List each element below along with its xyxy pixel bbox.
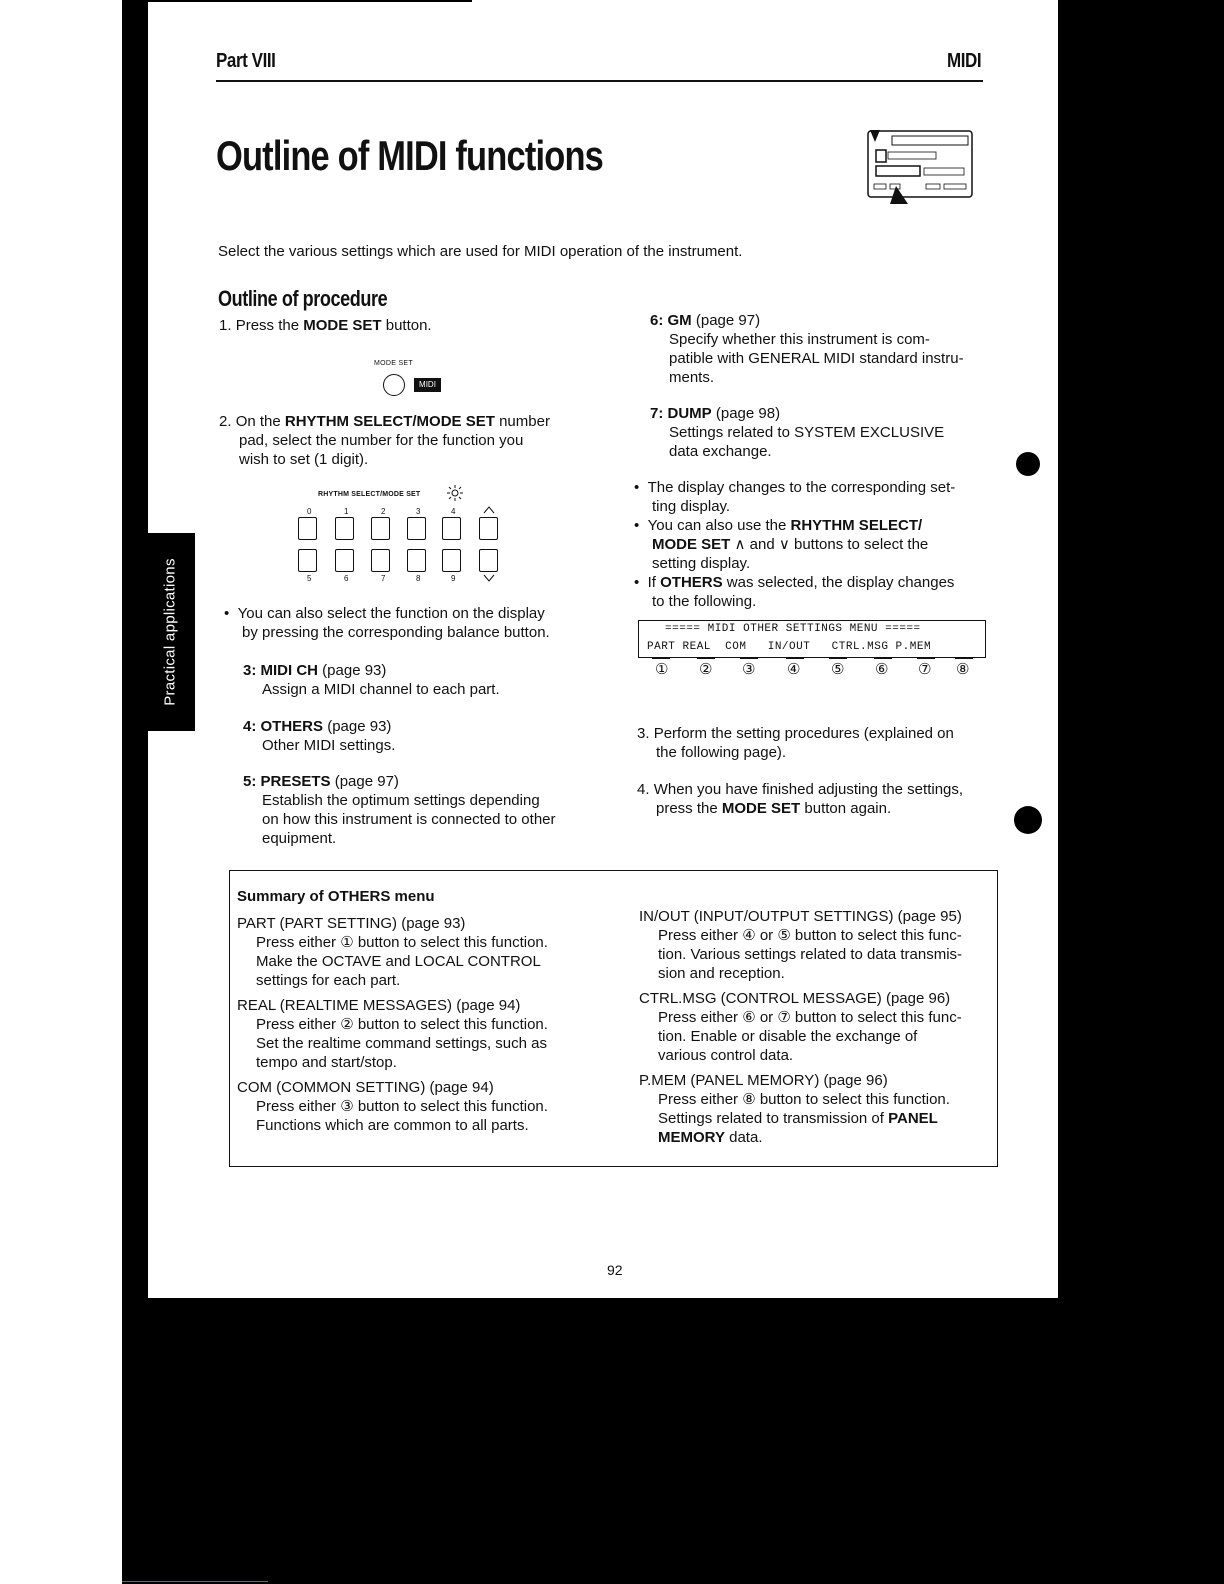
pad-num-6: 6	[344, 574, 349, 583]
step-4-line1: When you have finished adjusting the settings,	[653, 781, 964, 798]
item-4	[243, 717, 395, 755]
binder-hole	[1014, 806, 1042, 834]
balance-button-8[interactable]: ⑧	[956, 661, 970, 678]
item-3-name: MIDI CH	[260, 662, 319, 679]
intro-text: Select the various settings which are used for MIDI operation of the instrument.	[218, 243, 743, 260]
scan-edge-top	[122, 0, 472, 2]
step-4	[637, 780, 963, 818]
item-7-desc-2: data exchange.	[669, 443, 772, 460]
item-5-desc-1: Establish the optimum settings depending	[262, 792, 540, 809]
bullet-balance-line2: by pressing the corresponding balance button.	[242, 624, 550, 641]
step-1-post: button.	[381, 317, 432, 334]
pad-key-5[interactable]	[298, 549, 317, 572]
scan-border-bottom	[122, 1298, 1224, 1584]
bullet-3-post: was selected, the display changes	[722, 574, 955, 591]
item-5-desc-3: equipment.	[262, 830, 337, 847]
pad-up-arrow-icon	[482, 505, 496, 515]
side-tab	[145, 533, 195, 731]
step-4-post: button again.	[800, 800, 892, 817]
rhythm-select-pad-label: RHYTHM SELECT/MODE SET	[318, 491, 421, 498]
bullet-2-post: ∧ and ∨ buttons to select the	[730, 536, 929, 553]
pad-key-6[interactable]	[335, 549, 354, 572]
balance-button-7[interactable]: ⑦	[918, 661, 932, 678]
item-5-num: 5:	[243, 773, 257, 790]
step-4-pre: press the	[656, 800, 722, 817]
pad-key-7[interactable]	[371, 549, 390, 572]
summary-com-line: Functions which are common to all parts.	[256, 1117, 529, 1134]
item-6-num: 6:	[650, 312, 664, 329]
summary-part-line: settings for each part.	[256, 972, 401, 989]
pad-num-2: 2	[381, 507, 386, 516]
scan-border-right	[1058, 0, 1224, 1310]
pad-num-1: 1	[344, 507, 349, 516]
step-2-line3: wish to set (1 digit).	[239, 451, 369, 468]
balance-button-1[interactable]: ①	[655, 661, 669, 678]
step-2-line1-post: number	[494, 413, 550, 430]
step-3-num: 3.	[637, 725, 650, 742]
pad-down-arrow-icon	[482, 573, 496, 583]
side-tab-label: Practical applications	[161, 558, 179, 706]
pad-key-8[interactable]	[407, 549, 426, 572]
bullet-balance	[224, 604, 550, 642]
bullet-3-pre: If	[647, 574, 661, 591]
summary-ctrlmsg-line: tion. Enable or disable the exchange of	[658, 1028, 918, 1045]
item-3-num: 3:	[243, 662, 257, 679]
item-3-desc: Assign a MIDI channel to each part.	[262, 681, 500, 698]
step-2-bold: RHYTHM SELECT/MODE SET	[284, 413, 495, 430]
header-part: Part VIII	[216, 50, 276, 72]
summary-inout-line: sion and reception.	[658, 965, 785, 982]
pad-num-4: 4	[451, 507, 456, 516]
item-4-num: 4:	[243, 718, 257, 735]
lcd-tick	[652, 657, 670, 659]
mode-set-label: MODE SET	[374, 360, 413, 367]
bullet-1-line1: The display changes to the corresponding set-	[647, 479, 956, 496]
pad-key-up[interactable]	[479, 517, 498, 540]
bullet-2-pre: You can also use the	[647, 517, 791, 534]
pad-num-9: 9	[451, 574, 456, 583]
binder-hole	[1016, 452, 1040, 476]
item-7-num: 7:	[650, 405, 664, 422]
scan-margin-left	[0, 0, 122, 1584]
pad-num-7: 7	[381, 574, 386, 583]
item-6-desc-1: Specify whether this instrument is com-	[669, 331, 930, 348]
item-4-page: (page 93)	[323, 718, 392, 735]
item-7-page: (page 98)	[711, 405, 781, 422]
summary-pmem-head: P.MEM (PANEL MEMORY) (page 96)	[639, 1072, 888, 1089]
pad-num-3: 3	[416, 507, 421, 516]
lcd-row-1: ===== MIDI OTHER SETTINGS MENU =====	[665, 623, 921, 635]
pad-key-down[interactable]	[479, 549, 498, 572]
summary-real-line: Set the realtime command settings, such as	[256, 1035, 547, 1052]
pad-key-0[interactable]	[298, 517, 317, 540]
bullet-1-line2: ting display.	[652, 498, 731, 515]
summary-real-head: REAL (REALTIME MESSAGES) (page 94)	[237, 997, 521, 1014]
summary-ctrlmsg-line: Press either ⑥ or ⑦ button to select this func-	[658, 1009, 962, 1026]
pad-key-9[interactable]	[442, 549, 461, 572]
summary-inout-line: Press either ④ or ⑤ button to select this func-	[658, 927, 962, 944]
summary-com-head: COM (COMMON SETTING) (page 94)	[237, 1079, 494, 1096]
summary-real-line: Press either ② button to select this function.	[256, 1016, 548, 1033]
item-7-desc-1: Settings related to SYSTEM EXCLUSIVE	[669, 424, 945, 441]
item-6-page: (page 97)	[691, 312, 761, 329]
summary-inout-line: tion. Various settings related to data transmis-	[658, 946, 963, 963]
lcd-row-2: PART REAL COM IN/OUT CTRL.MSG P.MEM	[647, 641, 932, 653]
item-5-page: (page 97)	[330, 773, 399, 790]
lcd-display	[638, 620, 986, 658]
lcd-tick	[786, 657, 804, 659]
lcd-tick	[874, 657, 892, 659]
balance-button-3[interactable]: ③	[742, 661, 756, 678]
summary-ctrlmsg-line: various control data.	[658, 1047, 794, 1064]
scan-link-line	[122, 1581, 268, 1582]
step-4-bold: MODE SET	[721, 800, 801, 817]
summary-part-line: Make the OCTAVE and LOCAL CONTROL	[256, 953, 541, 970]
balance-button-4[interactable]: ④	[787, 661, 801, 678]
step-1-num: 1.	[219, 317, 232, 334]
item-4-name: OTHERS	[260, 718, 324, 735]
indicator-sparkle-icon	[446, 484, 464, 502]
pad-key-1[interactable]	[335, 517, 354, 540]
summary-pmem-post: data.	[724, 1129, 763, 1146]
summary-pmem-bold: PANEL	[888, 1110, 938, 1127]
pad-key-2[interactable]	[371, 517, 390, 540]
step-1	[219, 316, 432, 335]
step-2	[219, 412, 579, 469]
control-panel-icon	[866, 128, 974, 206]
summary-title: Summary of OTHERS menu	[237, 888, 435, 905]
lcd-tick	[917, 657, 935, 659]
summary-part-line: Press either ① button to select this function.	[256, 934, 548, 951]
step-1-bold: MODE SET	[303, 317, 382, 334]
page-number: 92	[607, 1262, 623, 1278]
bullet-2-bold2: MODE SET	[652, 536, 731, 553]
bullet-3-line2: to the following.	[652, 593, 757, 610]
summary-part-head: PART (PART SETTING) (page 93)	[237, 915, 466, 932]
step-2-pre: On the	[235, 413, 285, 430]
step-3	[637, 724, 954, 762]
header-section: MIDI	[947, 50, 982, 72]
step-2-num: 2.	[219, 413, 232, 430]
item-6	[650, 311, 964, 387]
summary-real-line: tempo and start/stop.	[256, 1054, 397, 1071]
midi-lamp: MIDI	[414, 378, 441, 392]
step-3-line2: the following page).	[656, 744, 787, 761]
item-5-desc-2: on how this instrument is connected to other	[262, 811, 556, 828]
pad-num-0: 0	[307, 507, 312, 516]
bullet-balance-line1: You can also select the function on the display	[237, 605, 545, 622]
item-5-name: PRESETS	[260, 773, 331, 790]
bullets-right	[634, 478, 994, 611]
item-6-name: GM	[667, 312, 692, 329]
item-4-desc: Other MIDI settings.	[262, 737, 396, 754]
item-6-desc-2: patible with GENERAL MIDI standard instru-	[669, 350, 964, 367]
header-rule	[216, 80, 983, 82]
balance-button-5[interactable]: ⑤	[831, 661, 845, 678]
item-3-page: (page 93)	[318, 662, 387, 679]
summary-pmem-line: Press either ⑧ button to select this function.	[658, 1091, 950, 1108]
item-6-desc-3: ments.	[669, 369, 715, 386]
summary-inout-head: IN/OUT (INPUT/OUTPUT SETTINGS) (page 95)	[639, 908, 962, 925]
mode-set-button[interactable]	[383, 374, 405, 396]
item-3	[243, 661, 500, 699]
item-7-name: DUMP	[667, 405, 712, 422]
lcd-tick	[829, 657, 847, 659]
bullet-dot: •	[224, 605, 238, 622]
summary-right	[639, 907, 991, 1147]
balance-button-2[interactable]: ②	[699, 661, 713, 678]
step-2-line2: pad, select the number for the function you	[239, 432, 524, 449]
bullet-dot: •	[634, 479, 648, 496]
procedure-heading: Outline of procedure	[218, 286, 388, 311]
step-4-num: 4.	[637, 781, 650, 798]
item-7	[650, 404, 944, 461]
bullet-3-bold: OTHERS	[660, 574, 723, 591]
pad-num-8: 8	[416, 574, 421, 583]
page-title: Outline of MIDI functions	[216, 132, 604, 179]
item-5	[243, 772, 556, 848]
summary-com-line: Press either ③ button to select this function.	[256, 1098, 548, 1115]
lcd-tick	[955, 657, 973, 659]
balance-button-6[interactable]: ⑥	[875, 661, 889, 678]
pad-key-3[interactable]	[407, 517, 426, 540]
step-1-pre: Press the	[235, 317, 304, 334]
step-3-line1: Perform the setting procedures (explained on	[653, 725, 954, 742]
bullet-2-bold1: RHYTHM SELECT/	[790, 517, 923, 534]
bullet-2-line3: setting display.	[652, 555, 751, 572]
bullet-dot: •	[634, 517, 648, 534]
summary-ctrlmsg-head: CTRL.MSG (CONTROL MESSAGE) (page 96)	[639, 990, 951, 1007]
pad-key-4[interactable]	[442, 517, 461, 540]
summary-left	[237, 914, 617, 1135]
lcd-tick	[697, 657, 715, 659]
lcd-tick	[740, 657, 758, 659]
pad-num-5: 5	[307, 574, 312, 583]
bullet-dot: •	[634, 574, 648, 591]
summary-pmem-line: Settings related to transmission of	[658, 1110, 884, 1127]
summary-pmem-bold2: MEMORY	[658, 1129, 725, 1146]
